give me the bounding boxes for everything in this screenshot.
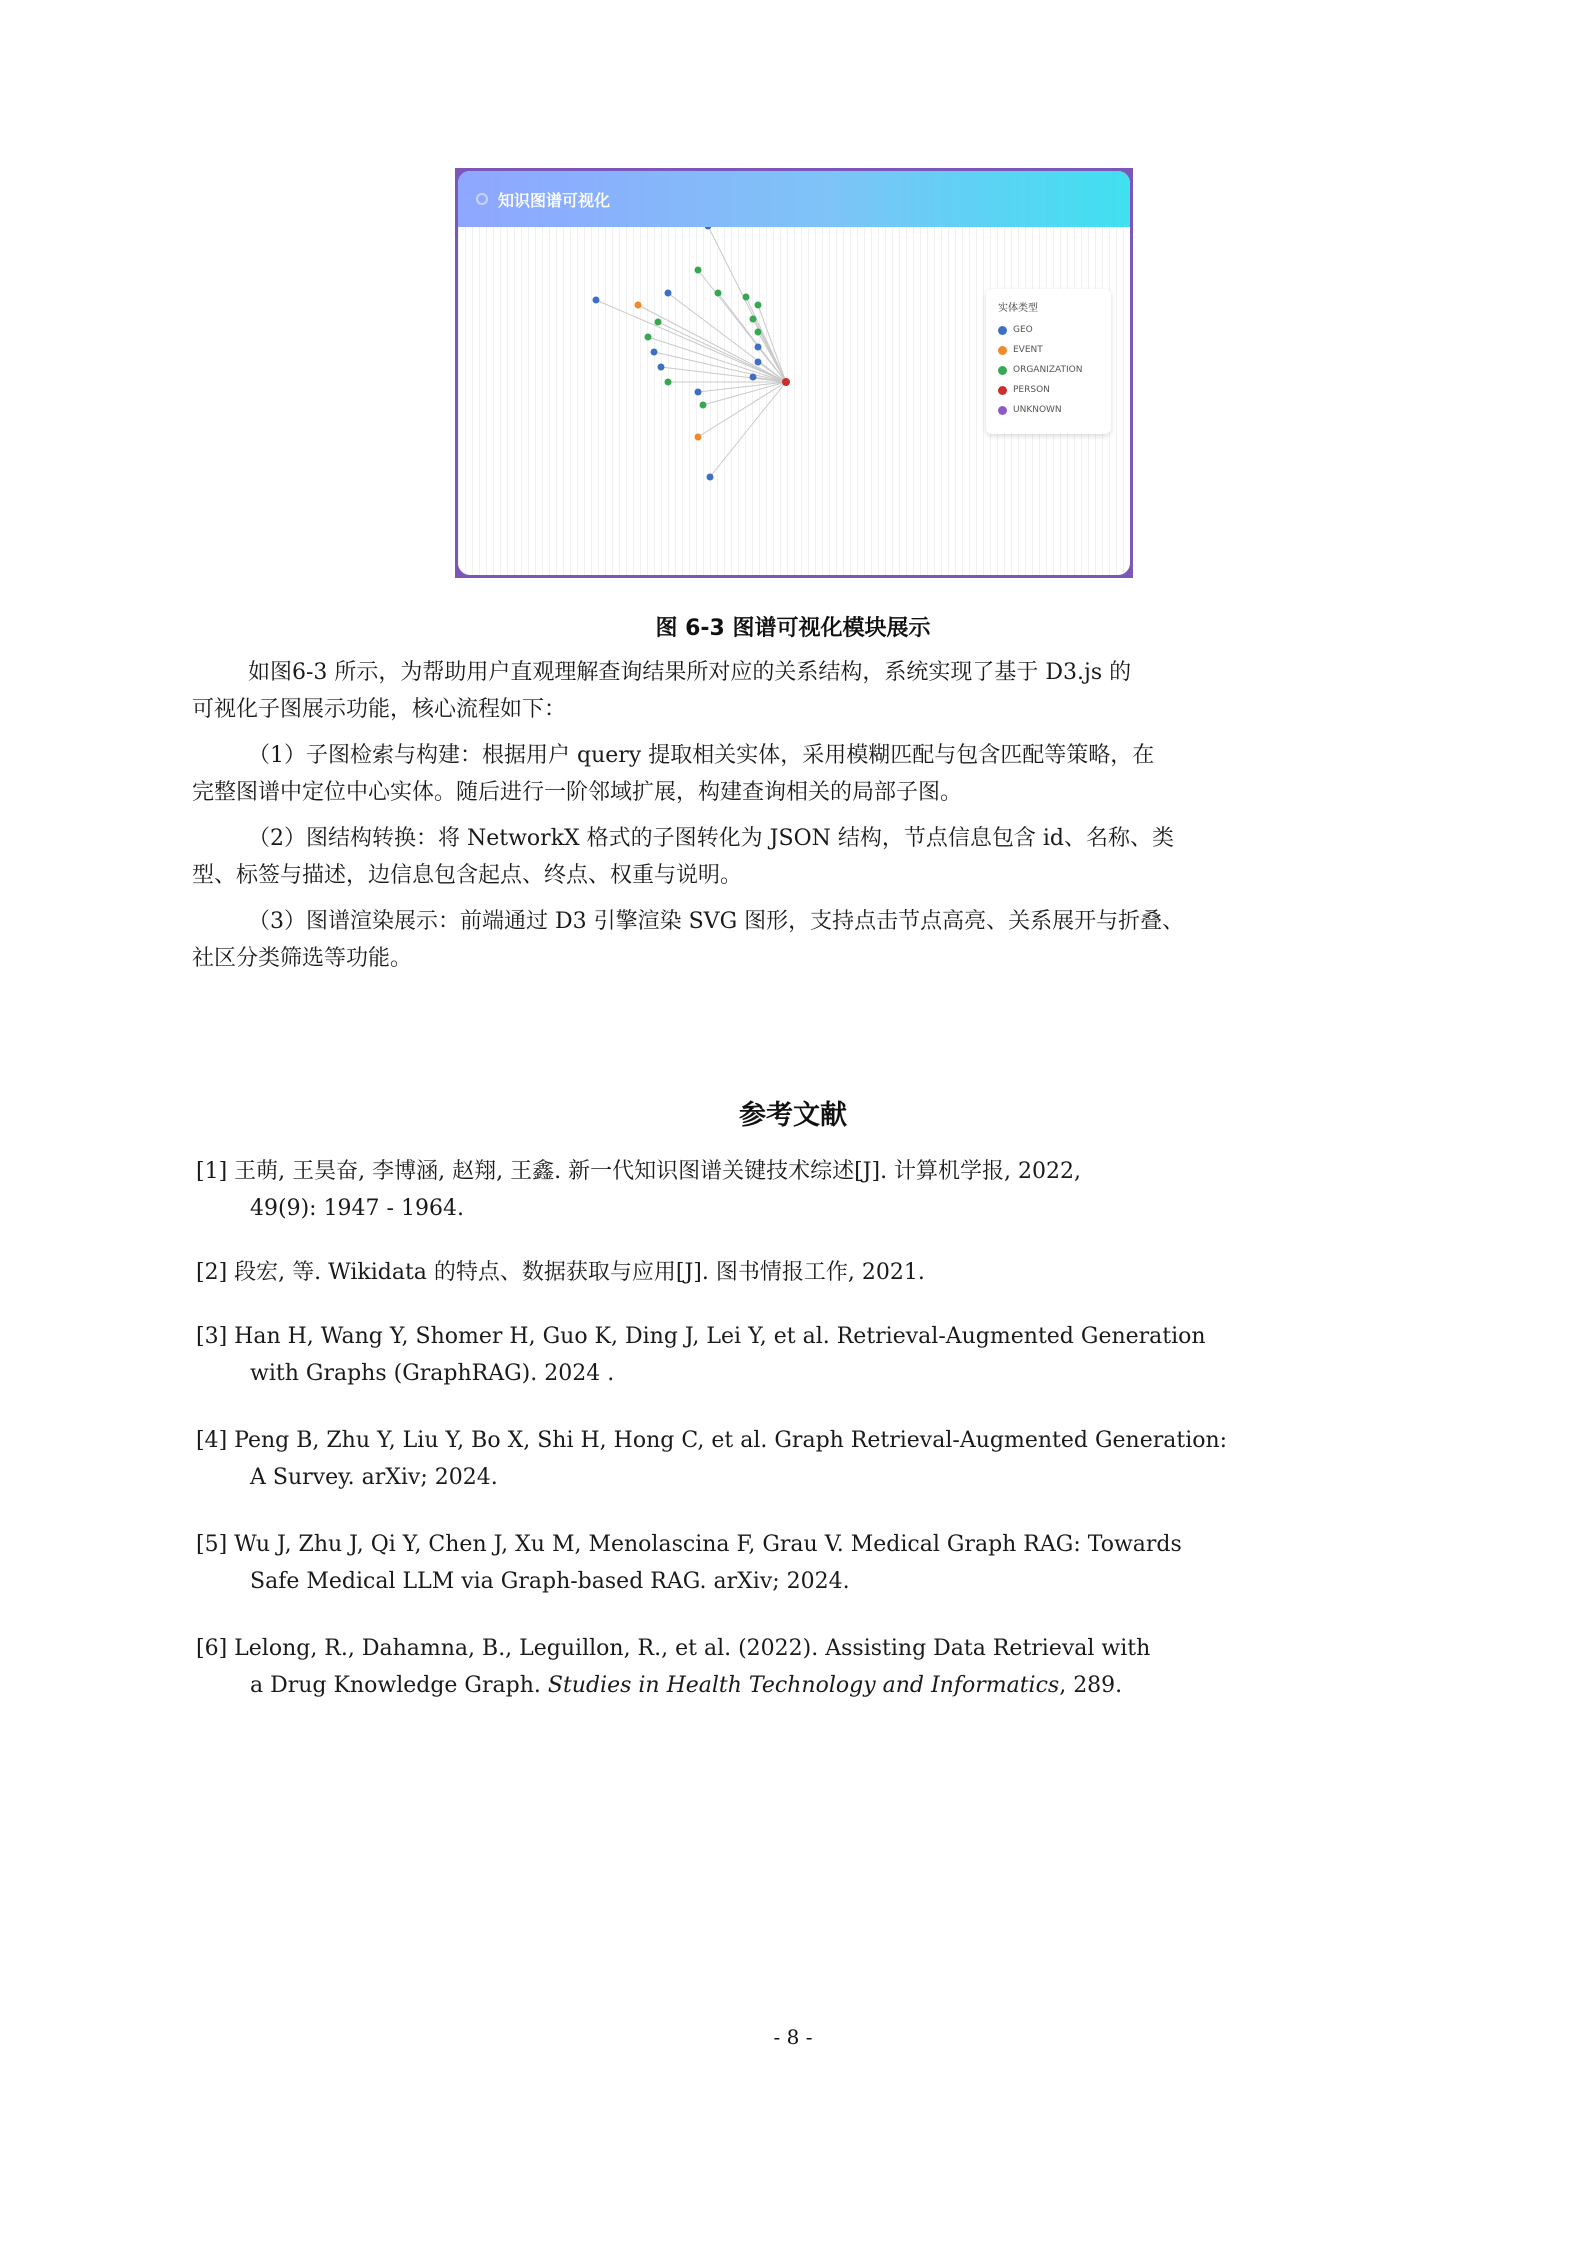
legend-title: 实体类型 xyxy=(998,303,1038,314)
intro-line-1: 如图6-3 所示，为帮助用户直观理解查询结果所对应的关系结构，系统实现了基于 D3.js 的 xyxy=(248,660,1132,685)
legend-dot xyxy=(998,386,1007,395)
graph-node xyxy=(695,267,702,274)
graph-node xyxy=(755,344,762,351)
step2-line-1: （2）图结构转换：将 NetworkX 格式的子图转化为 JSON 结构，节点信息包含 id、名称、类 xyxy=(248,826,1174,851)
graph-edge xyxy=(648,337,786,382)
reference-line: [2] 段宏, 等. Wikidata 的特点、数据获取与应用[J]. 图书情报工作, 2021. xyxy=(196,1260,925,1285)
graph-node xyxy=(750,316,757,323)
graph-node xyxy=(695,389,702,396)
reference-line xyxy=(196,1667,1406,1704)
graph-node xyxy=(705,227,712,230)
reference-line: [3] Han H, Wang Y, Shomer H, Guo K, Ding J, Lei Y, et al. Retrieval-Augmented Generation xyxy=(196,1324,1206,1349)
graph-node xyxy=(695,434,702,441)
graph-node xyxy=(707,474,714,481)
graph-node xyxy=(700,402,707,409)
step1-line-2: 完整图谱中定位中心实体。随后进行一阶邻域扩展，构建查询相关的局部子图。 xyxy=(192,780,963,805)
reference-item xyxy=(196,1526,1406,1600)
graph-node-center xyxy=(782,378,790,386)
figure-header-title: 知识图谱可视化 xyxy=(498,190,611,210)
references-title: 参考文献 xyxy=(739,1100,847,1131)
graph-node xyxy=(665,290,672,297)
reference-item xyxy=(196,1254,1406,1291)
legend-item xyxy=(998,360,1099,380)
figure-header xyxy=(458,171,1130,227)
graph-node xyxy=(750,374,757,381)
reference-item xyxy=(196,1422,1406,1496)
legend-dot xyxy=(998,346,1007,355)
reference-line: [4] Peng B, Zhu Y, Liu Y, Bo X, Shi H, Hong C, et al. Graph Retrieval-Augmented Generation: xyxy=(196,1428,1228,1453)
graph-node xyxy=(743,294,750,301)
legend-item xyxy=(998,320,1099,340)
reference-line: [6] Lelong, R., Dahamna, B., Leguillon, R., et al. (2022). Assisting Data Retrieval with xyxy=(196,1636,1151,1661)
reference-text: a Drug Knowledge Graph. xyxy=(250,1673,548,1698)
graph-node xyxy=(665,379,672,386)
graph-node xyxy=(635,302,642,309)
page-number: - 8 - xyxy=(773,2025,813,2049)
graph-node xyxy=(658,364,665,371)
graph-edge xyxy=(638,305,786,382)
legend xyxy=(986,289,1111,434)
step3-line-2: 社区分类筛选等功能。 xyxy=(192,946,413,971)
reference-line: with Graphs (GraphRAG). 2024 . xyxy=(250,1361,615,1386)
reference-line: A Survey. arXiv; 2024. xyxy=(250,1465,498,1490)
graph-area xyxy=(458,227,1130,575)
graph-node xyxy=(645,334,652,341)
graph-node xyxy=(755,302,762,309)
legend-label: PERSON xyxy=(1013,385,1050,395)
reference-item xyxy=(196,1630,1406,1704)
graph-edge xyxy=(661,367,786,382)
step3-line-1: （3）图谱渲染展示：前端通过 D3 引擎渲染 SVG 图形，支持点击节点高亮、关系展开与折叠、 xyxy=(248,909,1185,934)
reference-item xyxy=(196,1318,1406,1392)
graph-node xyxy=(651,349,658,356)
reference-line: 49(9): 1947 - 1964. xyxy=(250,1196,464,1221)
legend-item xyxy=(998,400,1099,420)
graph-node xyxy=(593,297,600,304)
legend-item xyxy=(998,380,1099,400)
legend-label: ORGANIZATION xyxy=(1013,365,1083,375)
graph-edge xyxy=(596,300,786,382)
reference-line: [5] Wu J, Zhu J, Qi Y, Chen J, Xu M, Menolascina F, Grau V. Medical Graph RAG: Towards xyxy=(196,1532,1182,1557)
reference-line: Safe Medical LLM via Graph-based RAG. arXiv; 2024. xyxy=(250,1569,850,1594)
graph-node xyxy=(755,329,762,336)
step1-line-1: （1）子图检索与构建：根据用户 query 提取相关实体，采用模糊匹配与包含匹配等策略，在 xyxy=(248,743,1155,768)
graph-edge xyxy=(710,382,786,477)
legend-dot xyxy=(998,406,1007,415)
graph-node xyxy=(755,359,762,366)
intro-line-2: 可视化子图展示功能，核心流程如下： xyxy=(192,697,567,722)
reference-text: , 289. xyxy=(1059,1673,1123,1698)
graph-node xyxy=(715,290,722,297)
figure-screenshot xyxy=(455,168,1133,578)
legend-dot xyxy=(998,326,1007,335)
graph-edge xyxy=(703,382,786,405)
graph-node xyxy=(655,319,662,326)
legend-item xyxy=(998,340,1099,360)
graph-edge xyxy=(658,322,786,382)
figure-caption: 图 6-3 图谱可视化模块展示 xyxy=(655,616,931,641)
legend-label: GEO xyxy=(1013,325,1033,335)
journal-title: Studies in Health Technology and Informatics xyxy=(547,1673,1060,1698)
reference-line: [1] 王萌, 王昊奋, 李博涵, 赵翔, 王鑫. 新一代知识图谱关键技术综述[J]. 计算机学报, 2022, xyxy=(196,1159,1082,1184)
figure-inner xyxy=(458,171,1130,575)
step2-line-2: 型、标签与描述，边信息包含起点、终点、权重与说明。 xyxy=(192,863,743,888)
legend-label: UNKNOWN xyxy=(1013,405,1062,415)
legend-label: EVENT xyxy=(1013,345,1043,355)
header-icon xyxy=(476,193,488,205)
legend-dot xyxy=(998,366,1007,375)
reference-item xyxy=(196,1153,1406,1227)
